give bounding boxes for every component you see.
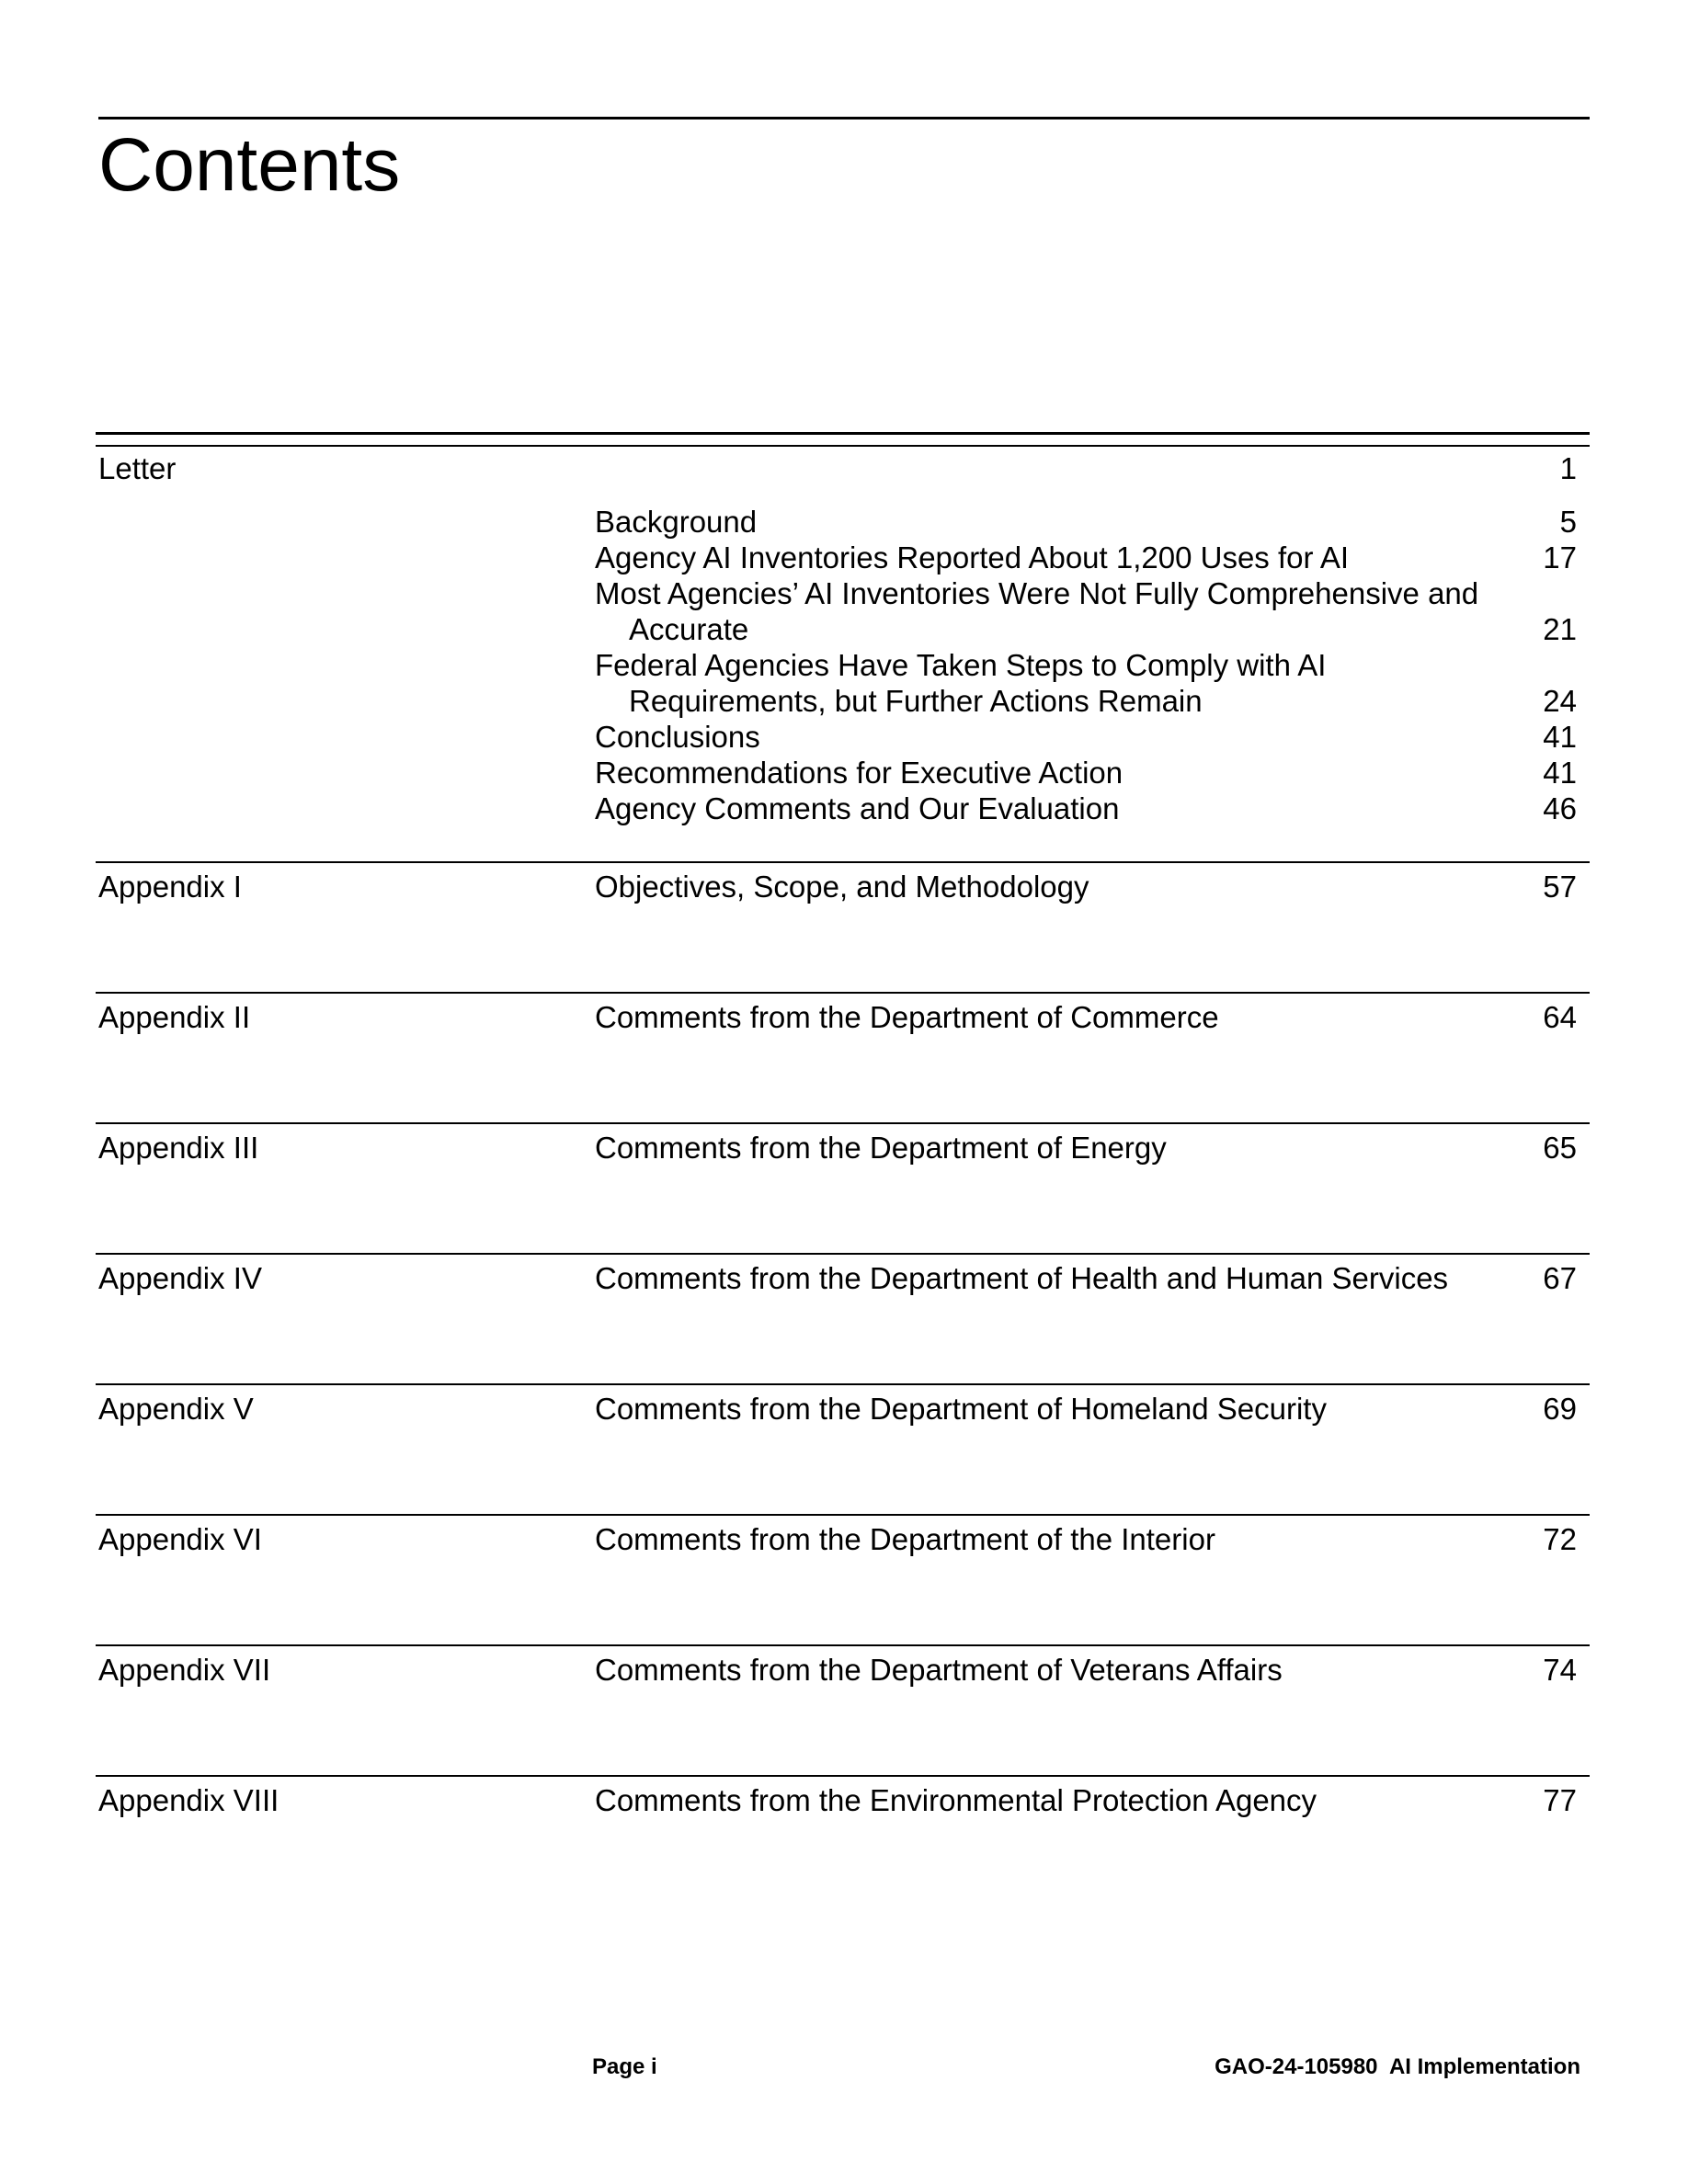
appendix-title: Comments from the Department of Commerce [595, 1000, 1219, 1034]
appendix-title: Comments from the Department of the Interior [595, 1522, 1215, 1556]
toc-entry-title: Most Agencies’ AI Inventories Were Not Fully Comprehensive and [595, 576, 1479, 610]
toc-entry-title: Agency AI Inventories Reported About 1,200 Uses for AI [595, 540, 1350, 574]
toc-entry-background[interactable] [595, 504, 1577, 540]
toc-entry-title: Conclusions [595, 720, 760, 754]
toc-entry-conclusions[interactable] [595, 719, 1577, 755]
toc-entry-recommendations[interactable] [595, 755, 1577, 791]
appendix-label: Appendix VI [98, 1522, 262, 1556]
toc-entry-title: Recommendations for Executive Action [595, 756, 1123, 790]
appendix-label: Appendix IV [98, 1261, 262, 1295]
section-rule [96, 1383, 1590, 1385]
appendix-page: 69 [1543, 1392, 1577, 1426]
toc-entry-page: 5 [1559, 505, 1577, 539]
appendix-title: Objectives, Scope, and Methodology [595, 870, 1089, 904]
appendix-page: 57 [1543, 870, 1577, 904]
toc-entry-title: Background [595, 505, 758, 539]
section-rule [96, 1253, 1590, 1255]
appendix-label: Appendix V [98, 1392, 254, 1426]
appendix-label: Appendix II [98, 1000, 251, 1034]
appendix-label: Appendix III [98, 1131, 259, 1165]
appendix-title: Comments from the Department of Health and Human Services [595, 1261, 1449, 1295]
toc-entry-steps-to-comply[interactable] [595, 647, 1577, 719]
appendix-page: 65 [1543, 1131, 1577, 1165]
section-rule [96, 1122, 1590, 1124]
toc-entry-title: Agency Comments and Our Evaluation [595, 791, 1120, 825]
page-title: Contents [98, 123, 401, 207]
toc-entry-page: 21 [1543, 612, 1577, 646]
section-rule [96, 1644, 1590, 1646]
toc-entry-page: 24 [1543, 684, 1577, 718]
appendix-label: Appendix VIII [98, 1783, 279, 1817]
toc-top-rule [96, 432, 1590, 435]
footer-page-number: Page i [592, 2054, 657, 2079]
appendix-label: Appendix VII [98, 1653, 271, 1687]
toc-entry-page: 41 [1543, 756, 1577, 790]
toc-label-letter[interactable]: Letter [98, 451, 177, 485]
toc-entry-agency-comments[interactable] [595, 791, 1577, 826]
toc-entry-ai-inventories[interactable] [595, 540, 1577, 575]
appendix-title: Comments from the Department of Energy [595, 1131, 1167, 1165]
appendix-title: Comments from the Environmental Protection Agency [595, 1783, 1317, 1817]
toc-entry-page: 17 [1543, 540, 1577, 574]
appendix-page: 77 [1543, 1783, 1577, 1817]
toc-top-rule-thin [96, 445, 1590, 447]
section-rule [96, 861, 1590, 863]
section-rule [96, 1775, 1590, 1777]
appendix-title: Comments from the Department of Veterans Affairs [595, 1653, 1283, 1687]
toc-entry-page: 41 [1543, 720, 1577, 754]
toc-entry-inventories-not-comprehensive[interactable] [595, 575, 1577, 647]
toc-entry-title-continued: Accurate [629, 612, 749, 646]
appendix-label: Appendix I [98, 870, 242, 904]
toc-page-letter: 1 [1559, 451, 1577, 485]
footer-document-id: GAO-24-105980 AI Implementation [1215, 2054, 1580, 2079]
section-rule [96, 1514, 1590, 1516]
appendix-page: 72 [1543, 1522, 1577, 1556]
toc-entry-title: Federal Agencies Have Taken Steps to Comply with AI [595, 648, 1327, 682]
appendix-page: 64 [1543, 1000, 1577, 1034]
toc-entry-page: 46 [1543, 791, 1577, 825]
appendix-page: 74 [1543, 1653, 1577, 1687]
section-rule [96, 992, 1590, 994]
toc-entry-title-continued: Requirements, but Further Actions Remain [629, 684, 1203, 718]
appendix-page: 67 [1543, 1261, 1577, 1295]
appendix-title: Comments from the Department of Homeland Security [595, 1392, 1327, 1426]
